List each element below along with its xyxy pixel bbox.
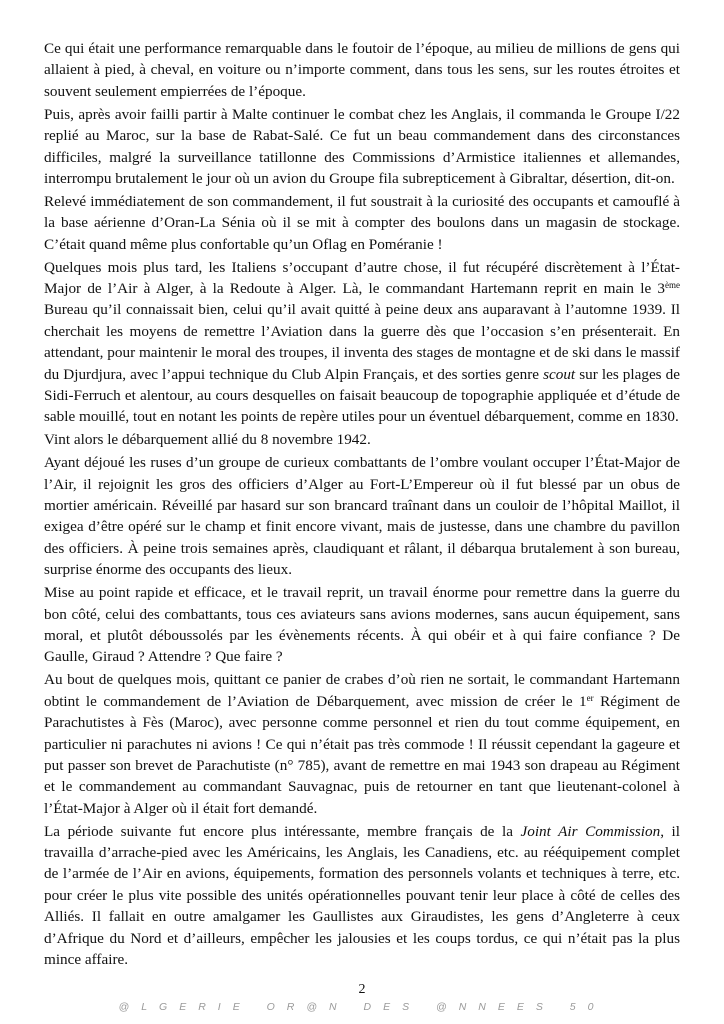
paragraph-4 [44, 257, 680, 428]
paragraph-9-part-b: , il travailla d’arrache-pied avec les Américains, les Anglais, les Canadiens, etc. au rééquipement complet de l’armée de l’Air en avions, équipements, formation des personnels volants et techniques à terre, etc. pour créer le plus vite possible des unités opérationnelles pouvant tenir leur place à côté de celles des Alliés. Il fallait en outre amalgamer les Gaullistes aux Giraudistes, les gens d’Angleterre à ceux d’Afrique du Nord et d’ailleurs, empêcher les jalousies et les coups tordus, ce qui n’était pas la plus mince affaire. [44, 822, 680, 969]
paragraph-8-part-a: Au bout de quelques mois, quittant ce panier de crabes d’où rien ne sortait, le commandant Hartemann obtint le commandement de l’Aviation de Débarquement, avec mission de créer le 1 [44, 671, 680, 710]
document-body [44, 38, 680, 972]
paragraph-1: Ce qui était une performance remarquable dans le foutoir de l’époque, au milieu de millions de gens qui allaient à pied, à cheval, en voiture ou n’importe comment, dans tous les sens, sur les routes étroites et souvent seulement empierrées de l’époque. [44, 40, 680, 100]
paragraph-2: Puis, après avoir failli partir à Malte continuer le combat chez les Anglais, il commanda le Groupe I/22 replié au Maroc, sur la base de Rabat-Salé. Ce fut un beau commandement dans des circonstances difficiles, malgré la surveillance tatillonne des Commissions d’Armistice italiennes et allemandes, interrompu brutalement le jour où un avion du Groupe fila subrepticement à Gibraltar, désertion, dit-on. [44, 105, 680, 187]
paragraph-8-part-b: Régiment de Parachutistes à Fès (Maroc), avec personne comme personnel et rien du tout comme équipement, en particulier ni parachutes ni avions ! Ce qui n’était pas très commode ! Il réussit cependant la gageure et put passer son brevet de Parachutiste (n° 785), avant de remettre en mai 1943 son drapeau au Régiment et le commandement au commandant Sauvagnac, puis de retourner en tant que lieutenant-colonel à l’État-Major à Alger où il était fort demandé. [44, 692, 680, 817]
paragraph-8 [44, 669, 680, 819]
page-number: 2 [358, 982, 366, 997]
paragraph-9-part-a: La période suivante fut encore plus intéressante, membre français de la [44, 822, 521, 840]
paragraph-9 [44, 821, 680, 971]
ordinal-superscript: er [586, 692, 594, 703]
ordinal-superscript: ème [665, 279, 680, 290]
italic-term: Joint Air Commission [520, 822, 661, 840]
paragraph-4-part-c: sur les plages de Sidi-Ferruch et alentour, au cours desquelles on faisait beaucoup de topographie appliquée et d’étude de sable mouillé, tout en notant les points de repère utiles pour un éventuel débarquement, comme en 1830. [44, 365, 680, 426]
paragraph-7: Mise au point rapide et efficace, et le travail reprit, un travail énorme pour remettre dans la guerre du bon côté, celui des combattants, tous ces aviateurs sans avions modernes, sans aucun équipement, sans moral, et plutôt déboussolés par les évènements récents. À qui obéir et à qui faire confiance ? De Gaulle, Giraud ? Attendre ? Que faire ? [44, 584, 680, 666]
page-footer: @LGERIE OR@N DES @NNEES 50 [118, 1001, 606, 1013]
paragraph-3: Relevé immédiatement de son commandement, il fut soustrait à la curiosité des occupants et camouflé à la base aérienne d’Oran-La Sénia où il se mit à compter des boulons dans un magasin de stockage. C’était quand même plus confortable qu’un Oflag en Poméranie ! [44, 192, 680, 253]
paragraph-4-part-a: Quelques mois plus tard, les Italiens s’occupant d’autre chose, il fut récupéré discrètement à l’État-Major de l’Air à Alger, à la Redoute à Alger. Là, le commandant Hartemann reprit en main le 3 [44, 258, 680, 297]
paragraph-4-part-b: Bureau qu’il connaissait bien, celui qu’il avait quitté à peine deux ans auparavant à l’automne 1939. Il cherchait les moyens de remettre l’Aviation dans la guerre dès que l’occasion s’en présenterait. En attendant, pour maintenir le moral des troupes, il inventa des stages de montagne et de ski dans le massif du Djurdjura, avec l’appui technique du Club Alpin Français, et des sorties genre [44, 301, 680, 383]
paragraph-6: Ayant déjoué les ruses d’un groupe de curieux combattants de l’ombre voulant occuper l’État-Major de l’Air, il rejoignit les gros des officiers d’Alger au Fort-L’Empereur où il fut blessé par un obus de mortier américain. Réveillé par hasard sur son brancard traînant dans un couloir de l’hôpital Maillot, il exigea d’être opéré sur le champ et finit encore vivant, mais de justesse, dans une chambre du pavillon des officiers. À peine trois semaines après, claudiquant et râlant, il débarqua brutalement à son bureau, surprise énorme des occupants des lieux. [44, 454, 680, 579]
paragraph-5: Vint alors le débarquement allié du 8 novembre 1942. [44, 431, 371, 449]
italic-term: scout [543, 365, 576, 383]
